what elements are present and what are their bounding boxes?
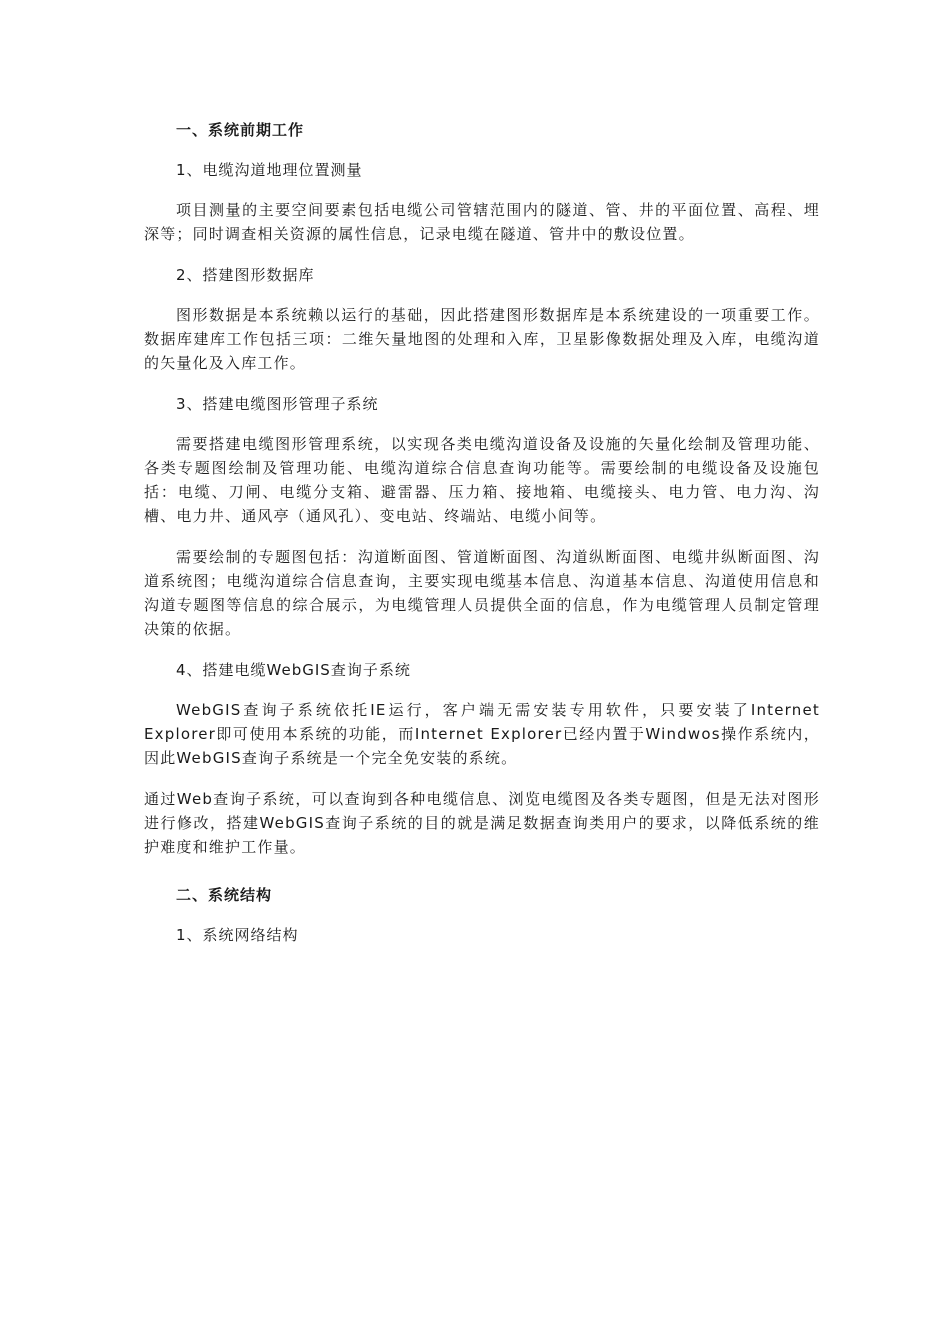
paragraph-1-3-a: 需要搭建电缆图形管理系统，以实现各类电缆沟道设备及设施的矢量化绘制及管理功能、各类专题图绘制及管理功能、电缆沟道综合信息查询功能等。需要绘制的电缆设备及设施包括：电缆、刀闸、电缆分支箱、避雷器、压力箱、接地箱、电缆接头、电力管、电力沟、沟槽、电力井、通风亭（通风孔）、变电站、终端站、电缆小间等。 (144, 435, 820, 525)
subsection-title-1-4: 4、搭建电缆WebGIS查询子系统 (176, 661, 411, 679)
paragraph-1-4-a: WebGIS查询子系统依托IE运行，客户端无需安装专用软件，只要安装了Internet Explorer即可使用本系统的功能，而Internet Explorer已经内置于Windwos操作系统内，因此WebGIS查询子系统是一个完全免安装的系统。 (144, 701, 820, 767)
document-page (144, 118, 820, 963)
subsection-title-1-3: 3、搭建电缆图形管理子系统 (176, 395, 379, 413)
paragraph-1-4-b: 通过Web查询子系统，可以查询到各种电缆信息、浏览电缆图及各类专题图，但是无法对图形进行修改，搭建WebGIS查询子系统的目的就是满足数据查询类用户的要求，以降低系统的维护难度和维护工作量。 (144, 790, 820, 856)
paragraph-1-1: 项目测量的主要空间要素包括电缆公司管辖范围内的隧道、管、井的平面位置、高程、埋深等；同时调查相关资源的属性信息，记录电缆在隧道、管井中的敷设位置。 (144, 201, 820, 243)
subsection-title-2-1: 1、系统网络结构 (176, 926, 299, 944)
section-heading-1: 一、系统前期工作 (176, 121, 305, 139)
paragraph-1-2: 图形数据是本系统赖以运行的基础，因此搭建图形数据库是本系统建设的一项重要工作。数据库建库工作包括三项：二维矢量地图的处理和入库，卫星影像数据处理及入库，电缆沟道的矢量化及入库工作。 (144, 306, 820, 372)
subsection-title-1-1: 1、电缆沟道地理位置测量 (176, 161, 363, 179)
paragraph-1-3-b: 需要绘制的专题图包括：沟道断面图、管道断面图、沟道纵断面图、电缆井纵断面图、沟道系统图；电缆沟道综合信息查询，主要实现电缆基本信息、沟道基本信息、沟道使用信息和沟道专题图等信息的综合展示，为电缆管理人员提供全面的信息，作为电缆管理人员制定管理决策的依据。 (144, 548, 820, 638)
subsection-title-1-2: 2、搭建图形数据库 (176, 266, 315, 284)
section-heading-2: 二、系统结构 (176, 886, 273, 904)
